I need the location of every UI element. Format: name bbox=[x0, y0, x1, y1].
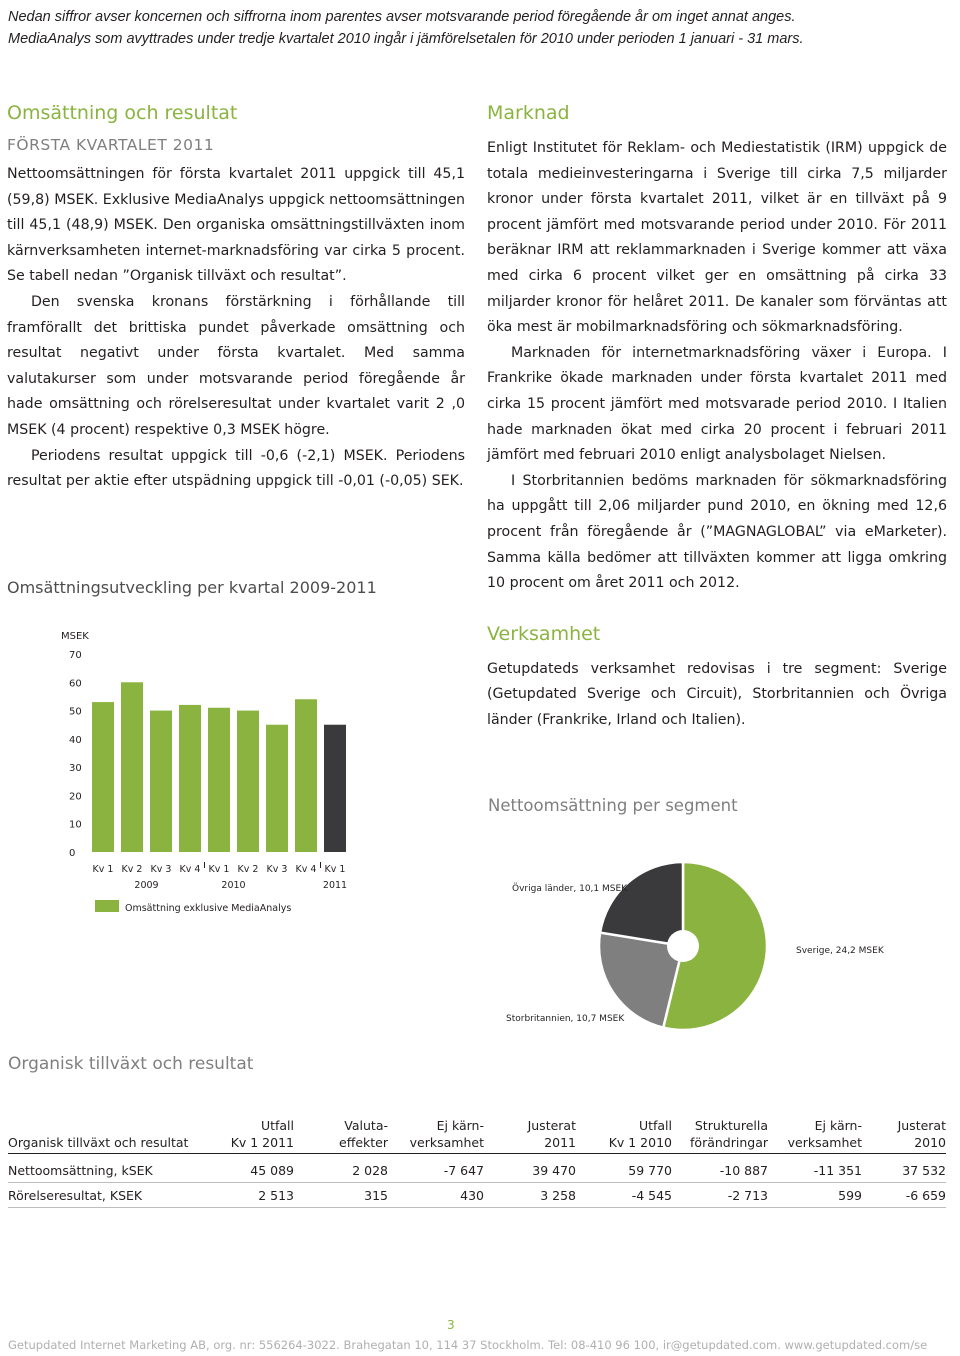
bar-chart-title: Omsättningsutveckling per kvartal 2009-2011 bbox=[7, 578, 377, 597]
pie-chart-hole bbox=[667, 930, 699, 962]
bar-chart-ytick: 60 bbox=[69, 678, 82, 690]
table-header-cell: Strukturella förändringar bbox=[672, 1117, 768, 1154]
bar-chart-xtick: Kv 4 bbox=[295, 864, 317, 875]
bar-chart-bars bbox=[92, 682, 346, 852]
bar bbox=[208, 708, 230, 852]
bar-chart-xtick: Kv 2 bbox=[121, 864, 143, 875]
bar-chart-ytick: 40 bbox=[69, 734, 82, 746]
bar-chart-xtick: Kv 1 bbox=[208, 864, 230, 875]
pie-slice bbox=[600, 862, 683, 946]
table-cell: 59 770 bbox=[576, 1154, 672, 1183]
table-body bbox=[8, 1154, 946, 1208]
bar-chart-xticks bbox=[93, 862, 346, 875]
page-number: 3 bbox=[447, 1318, 455, 1332]
bar bbox=[266, 725, 288, 852]
table-header-cell: Organisk tillväxt och resultat bbox=[8, 1117, 198, 1154]
organic-growth-table bbox=[8, 1117, 946, 1208]
table-row bbox=[8, 1154, 946, 1183]
table-cell: 599 bbox=[768, 1183, 862, 1208]
table-cell: -4 545 bbox=[576, 1183, 672, 1208]
table-cell: -6 659 bbox=[862, 1183, 946, 1208]
paragraph-nettoomsattning: Nettoomsättningen för första kvartalet 2011 uppgick till 45,1 (59,8) MSEK. Exklusive MediaAnalys uppgick nettoomsättningen till 45,1 (48,9) MSEK. Den organiska omsättningstillväxten inom kärnverksamheten internet-marknadsföring var cirka 5 procent. Se tabell nedan ”Organisk tillväxt och resultat”. bbox=[7, 166, 465, 285]
bar-chart-ytick: 30 bbox=[69, 763, 82, 775]
bar-chart-ytick: 70 bbox=[69, 650, 82, 661]
paragraph-periodens-resultat: Periodens resultat uppgick till -0,6 (-2,1) MSEK. Periodens resultat per aktie efter utspädning uppgick till -0,01 (-0,05) SEK. bbox=[7, 447, 465, 490]
pie-chart-title: Nettoomsättning per segment bbox=[488, 796, 738, 815]
paragraph-storbritannien: I Storbritannien bedöms marknaden för sökmarknadsföring ha uppgått till 2,06 miljarder pund 2010, en ökning med 12,6 procent från föregående år (”MAGNAGLOBAL” via eMarketer). Samma källa bedömer att tillväxten kommer att ligga omkring 10 procent om året 2011 och 2012. bbox=[487, 472, 947, 592]
bar-chart-ytick: 10 bbox=[69, 819, 82, 831]
bar bbox=[92, 702, 114, 852]
pie-label-sverige: Sverige, 24,2 MSEK bbox=[796, 946, 884, 956]
bar-chart-year-label: 2009 bbox=[134, 880, 159, 891]
bar-chart-year-labels bbox=[134, 880, 347, 891]
table-header-row bbox=[8, 1117, 946, 1154]
table-section-title: Organisk tillväxt och resultat bbox=[8, 1054, 254, 1074]
section-heading-verksamhet: Verksamhet bbox=[487, 622, 601, 645]
bar-chart-ytick: 50 bbox=[69, 706, 82, 718]
table-header-cell: Ej kärn- verksamhet bbox=[388, 1117, 484, 1154]
bar-chart-xtick: Kv 1 bbox=[92, 864, 114, 875]
table-cell: 3 258 bbox=[484, 1183, 576, 1208]
pie-chart bbox=[490, 850, 950, 1050]
table-header-cell: Utfall Kv 1 2011 bbox=[198, 1117, 294, 1154]
table-cell: 430 bbox=[388, 1183, 484, 1208]
table-cell: 37 532 bbox=[862, 1154, 946, 1183]
table-cell: -10 887 bbox=[672, 1154, 768, 1183]
pie-label-ovriga: Övriga länder, 10,1 MSEK bbox=[512, 884, 628, 894]
table-cell: 2 028 bbox=[294, 1154, 388, 1183]
table-header-cell: Ej kärn- verksamhet bbox=[768, 1117, 862, 1154]
table-cell: -11 351 bbox=[768, 1154, 862, 1183]
table-cell: 39 470 bbox=[484, 1154, 576, 1183]
bar bbox=[237, 711, 259, 852]
bar-chart-yticks bbox=[69, 650, 82, 859]
bar bbox=[121, 682, 143, 852]
table-cell: Rörelseresultat, KSEK bbox=[8, 1183, 198, 1208]
right-column bbox=[487, 100, 947, 733]
bar bbox=[324, 725, 346, 852]
bar-chart-legend-swatch bbox=[95, 900, 119, 912]
bar bbox=[295, 699, 317, 852]
bar bbox=[179, 705, 201, 852]
bar-chart bbox=[40, 622, 370, 922]
bar-chart-xtick: Kv 3 bbox=[266, 864, 288, 875]
table-cell: -2 713 bbox=[672, 1183, 768, 1208]
paragraph-europa: Marknaden för internetmarknadsföring växer i Europa. I Frankrike ökade marknaden under första kvartalet 2011 med cirka 15 procent jämfört med motsvarade period 2010. I Italien hade marknaden ökat med cirka 20 procent i februari 2011 jämfört med februari 2010 enligt analysbolaget Nielsen. bbox=[487, 344, 947, 464]
table-row bbox=[8, 1183, 946, 1208]
bar-chart-xtick: Kv 4 bbox=[179, 864, 201, 875]
table-cell: 45 089 bbox=[198, 1154, 294, 1183]
subheading-forsta-kvartalet: FÖRSTA KVARTALET 2011 bbox=[7, 136, 215, 154]
footer-text: Getupdated Internet Marketing AB, org. nr: 556264-3022. Brahegatan 10, 114 37 Stockholm. Tel: 08-410 96 100, ir@getupdated.com. www.getupdated.com/se bbox=[8, 1338, 928, 1352]
table-cell: 315 bbox=[294, 1183, 388, 1208]
table-header-cell: Justerat 2010 bbox=[862, 1117, 946, 1154]
bar-chart-ylabel: MSEK bbox=[61, 631, 89, 642]
table-cell: 2 513 bbox=[198, 1183, 294, 1208]
left-column bbox=[7, 100, 465, 495]
paragraph-segment: Getupdateds verksamhet redovisas i tre segment: Sverige (Getupdated Sverige och Circuit), Storbritannien och Övriga länder (Frankrike, Irland och Italien). bbox=[487, 660, 947, 728]
intro-line-2: MediaAnalys som avyttrades under tredje kvartalet 2010 ingår i jämförelsetalen för 2010 under perioden 1 januari - 31 mars. bbox=[8, 31, 804, 47]
table-cell: -7 647 bbox=[388, 1154, 484, 1183]
table-header-cell: Valuta- effekter bbox=[294, 1117, 388, 1154]
bar-chart-legend-label: Omsättning exklusive MediaAnalys bbox=[125, 903, 292, 914]
intro-line-1: Nedan siffror avser koncernen och siffrorna inom parentes avser motsvarande period föregående år om inget annat anges. bbox=[8, 9, 796, 25]
table-header-cell: Justerat 2011 bbox=[484, 1117, 576, 1154]
bar-chart-xtick: Kv 1 bbox=[324, 864, 346, 875]
paragraph-valuta: Den svenska kronans förstärkning i förhållande till framförallt det brittiska pundet påverkade omsättning och resultat negativt under första kvartalet. Med samma valutakurser som under motsvarande period föregående år hade omsättning och rörelseresultat under kvartalet varit 2 ,0 MSEK (4 procent) respektive 0,3 MSEK högre. bbox=[7, 293, 465, 438]
bar-chart-xtick: Kv 3 bbox=[150, 864, 172, 875]
paragraph-irm: Enligt Institutet för Reklam- och Mediestatistik (IRM) uppgick de totala medieinvesteringarna i Sverige till cirka 7,5 miljarder kronor under första kvartalet 2011, vilket är en tillväxt på 9 procent jämfört med motsvarande period under 2010. För 2011 beräknar IRM att reklammarknaden i Sverige kommer att växa med cirka 6 procent vilket ger en omsättning på cirka 33 miljarder kronor för helåret 2011. De kanaler som förväntas att öka mest är mobilmarknadsföring och sökmarknadsföring. bbox=[487, 140, 947, 336]
bar-chart-year-label: 2011 bbox=[322, 880, 348, 891]
bar-chart-xtick: Kv 2 bbox=[237, 864, 259, 875]
section-heading-marknad: Marknad bbox=[487, 102, 570, 124]
bar-chart-year-label: 2010 bbox=[221, 880, 246, 891]
intro-note bbox=[8, 6, 953, 50]
pie-label-storbritannien: Storbritannien, 10,7 MSEK bbox=[506, 1014, 625, 1024]
bar-chart-ytick: 0 bbox=[69, 848, 76, 859]
bar-chart-ytick: 20 bbox=[69, 791, 82, 803]
table-header-cell: Utfall Kv 1 2010 bbox=[576, 1117, 672, 1154]
bar bbox=[150, 711, 172, 852]
table-cell: Nettoomsättning, kSEK bbox=[8, 1154, 198, 1183]
section-heading-omsattning: Omsättning och resultat bbox=[7, 102, 238, 124]
